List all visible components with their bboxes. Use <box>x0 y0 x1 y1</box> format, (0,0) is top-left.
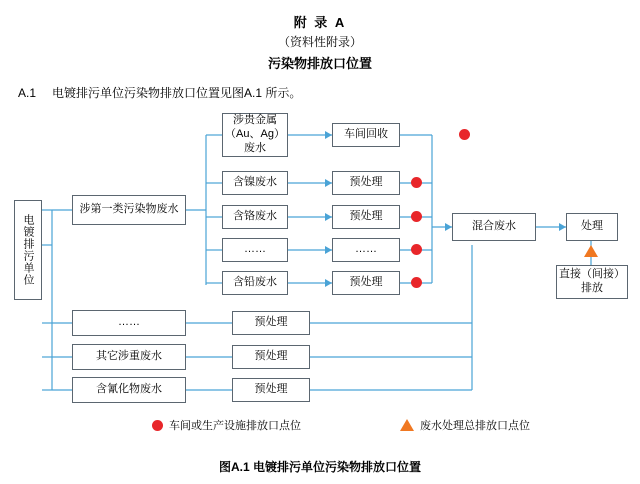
legend-label: 废水处理总排放口点位 <box>420 420 530 432</box>
stream-ellipsis: …… <box>222 238 288 262</box>
stream-precious-metal: 涉贵金属（Au、Ag）废水 <box>222 113 288 157</box>
mixed-wastewater-box: 混合废水 <box>452 213 536 241</box>
flow-diagram <box>0 105 640 450</box>
legend-item-total-outlet <box>400 417 530 433</box>
treatment-workshop-recovery: 车间回收 <box>332 123 400 147</box>
legend-item-workshop <box>152 417 301 433</box>
red-dot-icon <box>459 129 470 140</box>
treatment-cyanide-pre: 预处理 <box>232 378 310 402</box>
treatment-others-pre: 预处理 <box>232 311 310 335</box>
final-treatment-box: 处理 <box>566 213 618 241</box>
red-dot-icon <box>411 277 422 288</box>
orange-triangle-icon <box>584 245 598 257</box>
page-title: 附 录 A <box>293 15 347 30</box>
stream-lead: 含铅废水 <box>222 271 288 295</box>
clause-number: A.1 <box>18 86 37 100</box>
treatment-ellipsis: …… <box>332 238 400 262</box>
red-dot-icon <box>152 420 163 431</box>
red-dot-icon <box>411 177 422 188</box>
legend-label: 车间或生产设施排放口点位 <box>169 420 301 432</box>
red-dot-icon <box>411 244 422 255</box>
figure-caption: 图A.1 电镀排污单位污染物排放口位置 <box>218 460 421 474</box>
appendix-type: （资料性附录） <box>277 35 362 49</box>
branch-heavy-metal: 其它涉重废水 <box>72 344 186 370</box>
stream-chromium: 含铬废水 <box>222 205 288 229</box>
red-dot-icon <box>411 211 422 222</box>
treatment-nickel-pre: 预处理 <box>332 171 400 195</box>
treatment-heavy-metal-pre: 预处理 <box>232 345 310 369</box>
branch-cyanide: 含氰化物废水 <box>72 377 186 403</box>
branch-others: …… <box>72 310 186 336</box>
treatment-chromium-pre: 预处理 <box>332 205 400 229</box>
branch-first-class: 涉第一类污染物废水 <box>72 195 186 225</box>
source-box: 电镀排污单位 <box>14 200 42 300</box>
orange-triangle-icon <box>400 419 414 431</box>
appendix-subject: 污染物排放口位置 <box>267 56 372 71</box>
clause-text: 电镀排污单位污染物排放口位置见图A.1 所示。 <box>52 86 302 100</box>
discharge-box: 直接（间接）排放 <box>556 265 628 299</box>
treatment-lead-pre: 预处理 <box>332 271 400 295</box>
clause-paragraph <box>18 84 301 101</box>
stream-nickel: 含镍废水 <box>222 171 288 195</box>
legend <box>0 417 640 439</box>
